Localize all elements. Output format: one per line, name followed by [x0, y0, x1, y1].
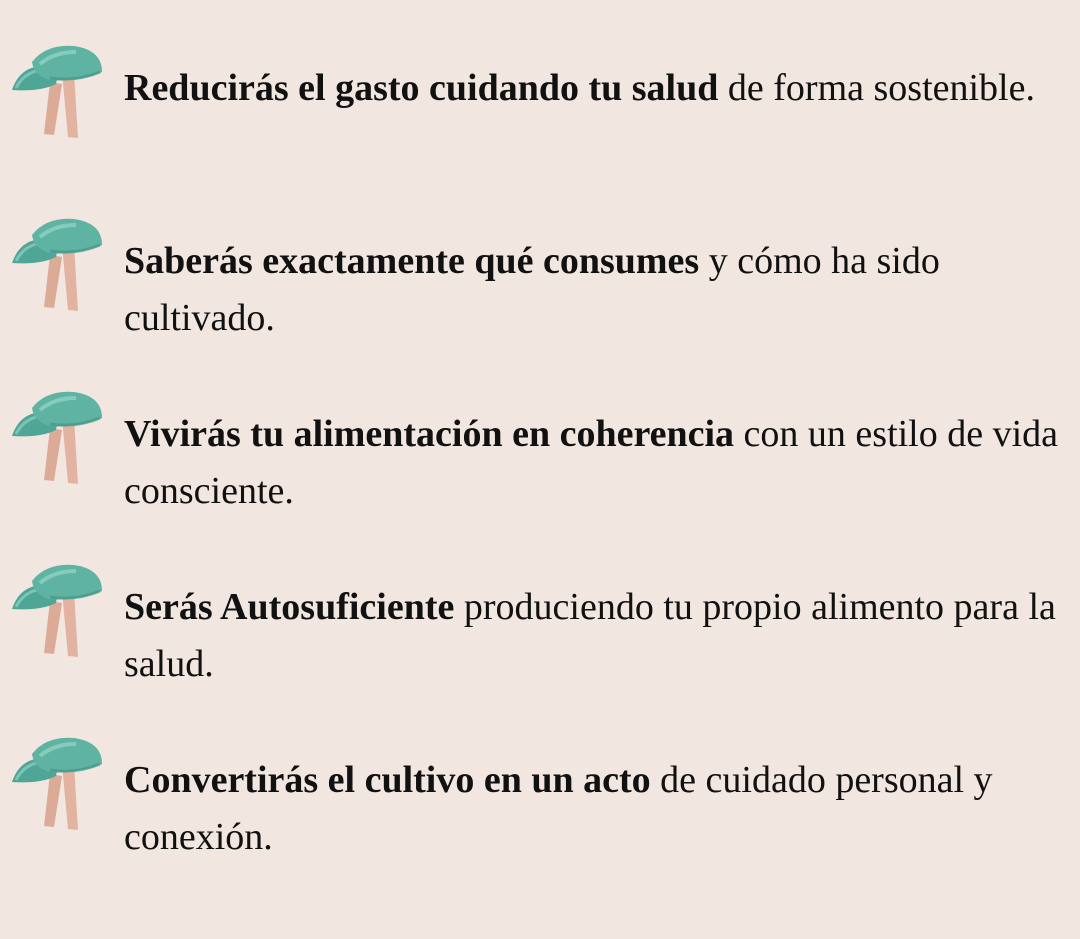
mushroom-icon — [10, 388, 106, 488]
benefit-rest: con un estilo de vida consciente. — [124, 413, 1059, 512]
benefit-item — [0, 732, 1080, 872]
benefit-rest: y cómo ha sido cultivado. — [124, 240, 940, 339]
mushroom-icon — [10, 42, 106, 142]
benefit-item — [0, 213, 1080, 353]
benefit-item — [0, 386, 1080, 526]
benefit-bold: Reducirás el gasto cuidando tu salud — [124, 67, 719, 109]
benefit-bold: Vivirás tu alimentación en coherencia — [124, 413, 735, 455]
benefit-bold: Serás Autosuficiente — [124, 586, 455, 628]
benefit-item — [0, 559, 1080, 699]
mushroom-icon — [10, 561, 106, 661]
benefit-text — [124, 579, 1064, 693]
mushroom-icon — [10, 734, 106, 834]
benefit-text — [124, 406, 1064, 520]
benefit-text — [124, 752, 1064, 866]
benefit-text — [124, 233, 1064, 347]
benefit-rest: de cuidado personal y conexión. — [124, 759, 993, 858]
benefit-item — [0, 40, 1080, 180]
benefit-rest: produciendo tu propio alimento para la salud. — [124, 586, 1056, 685]
benefit-bold: Saberás exactamente qué consumes — [124, 240, 700, 282]
mushroom-icon — [10, 215, 106, 315]
benefit-bold: Convertirás el cultivo en un acto — [124, 759, 651, 801]
benefit-rest: de forma sostenible. — [718, 67, 1035, 109]
benefit-text — [124, 60, 1064, 117]
